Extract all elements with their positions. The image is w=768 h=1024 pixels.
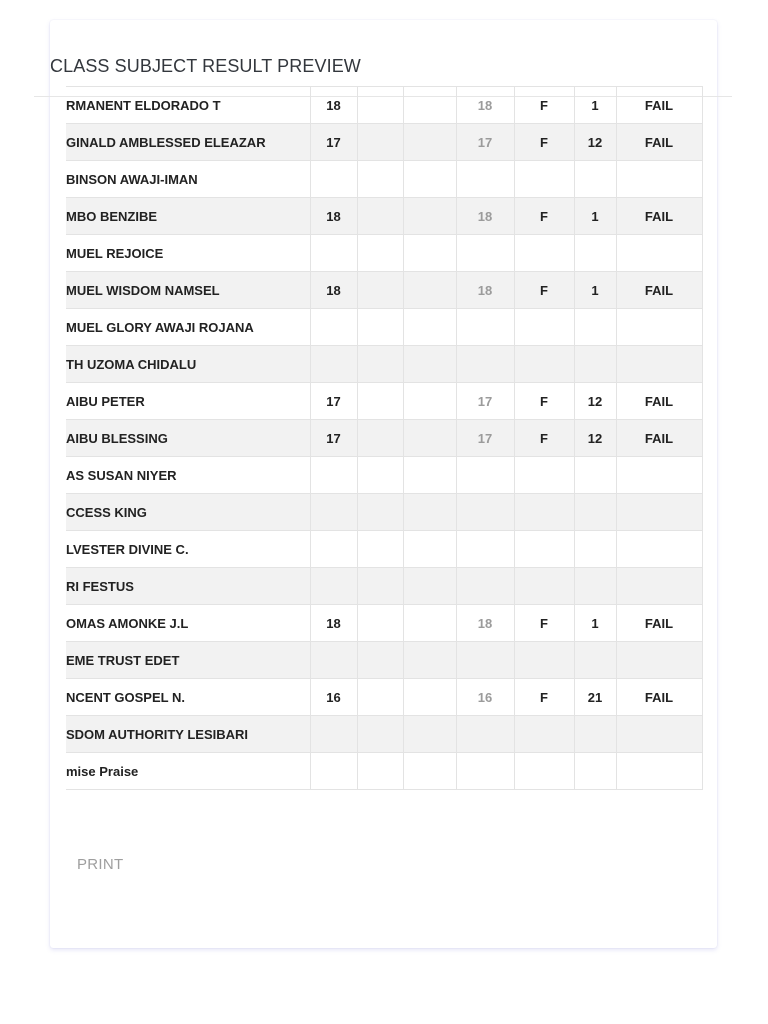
total-cell xyxy=(456,531,514,568)
position-cell: 1 xyxy=(574,198,616,235)
score-cell xyxy=(357,161,403,198)
position-cell xyxy=(574,235,616,272)
grade-cell: F xyxy=(514,605,574,642)
score-cell xyxy=(357,531,403,568)
remark-cell xyxy=(616,753,702,790)
grade-cell xyxy=(514,457,574,494)
student-name-cell xyxy=(66,457,310,494)
score-cell xyxy=(357,124,403,161)
score-cell xyxy=(310,161,357,198)
remark-cell: FAIL xyxy=(616,272,702,309)
score-cell xyxy=(310,494,357,531)
position-cell xyxy=(574,642,616,679)
student-name-cell xyxy=(66,605,310,642)
student-name-cell xyxy=(66,568,310,605)
total-cell: 18 xyxy=(456,198,514,235)
score-cell xyxy=(310,309,357,346)
score-cell: 18 xyxy=(310,272,357,309)
page-title: CLASS SUBJECT RESULT PREVIEW xyxy=(50,56,361,76)
total-cell xyxy=(456,309,514,346)
score-cell xyxy=(403,531,456,568)
remark-cell xyxy=(616,161,702,198)
student-name: MUEL REJOICE xyxy=(66,245,164,261)
table-row xyxy=(66,383,702,420)
score-cell xyxy=(310,568,357,605)
total-cell xyxy=(456,716,514,753)
remark-cell xyxy=(616,309,702,346)
total-cell xyxy=(456,753,514,790)
score-cell xyxy=(403,753,456,790)
student-name: AIBU PETER xyxy=(66,393,145,409)
student-name: MUEL GLORY AWAJI ROJANA xyxy=(66,319,254,335)
score-cell xyxy=(403,198,456,235)
table-row xyxy=(66,568,702,605)
student-name: RMANENT ELDORADO T xyxy=(66,97,221,113)
position-cell xyxy=(574,753,616,790)
score-cell xyxy=(403,309,456,346)
position-cell: 1 xyxy=(574,605,616,642)
position-cell xyxy=(574,716,616,753)
table-row xyxy=(66,679,702,716)
student-name: TH UZOMA CHIDALU xyxy=(66,356,197,372)
remark-cell: FAIL xyxy=(616,679,702,716)
table-row xyxy=(66,605,702,642)
score-cell: 17 xyxy=(310,383,357,420)
student-name: GINALD AMBLESSED ELEAZAR xyxy=(66,134,266,150)
total-cell xyxy=(456,161,514,198)
score-cell xyxy=(357,679,403,716)
total-cell xyxy=(456,457,514,494)
student-name: NCENT GOSPEL N. xyxy=(66,689,185,705)
score-cell xyxy=(357,716,403,753)
student-name-cell xyxy=(66,309,310,346)
position-cell xyxy=(574,309,616,346)
remark-cell xyxy=(616,457,702,494)
score-cell xyxy=(403,457,456,494)
student-name-cell xyxy=(66,642,310,679)
table-row xyxy=(66,272,702,309)
student-name-cell xyxy=(66,383,310,420)
grade-cell xyxy=(514,309,574,346)
score-cell xyxy=(357,568,403,605)
student-name-cell xyxy=(66,161,310,198)
student-name-cell xyxy=(66,346,310,383)
table-row xyxy=(66,87,702,124)
results-table-scroll-area[interactable] xyxy=(66,86,706,790)
position-cell: 1 xyxy=(574,272,616,309)
remark-cell xyxy=(616,716,702,753)
table-row xyxy=(66,457,702,494)
grade-cell xyxy=(514,716,574,753)
results-table xyxy=(66,86,703,790)
score-cell xyxy=(403,161,456,198)
grade-cell: F xyxy=(514,272,574,309)
remark-cell: FAIL xyxy=(616,87,702,124)
results-table-body xyxy=(66,87,702,790)
position-cell xyxy=(574,161,616,198)
score-cell xyxy=(403,642,456,679)
score-cell xyxy=(403,716,456,753)
score-cell xyxy=(403,124,456,161)
score-cell xyxy=(403,383,456,420)
table-row xyxy=(66,235,702,272)
student-name-cell xyxy=(66,124,310,161)
score-cell xyxy=(403,494,456,531)
total-cell: 17 xyxy=(456,420,514,457)
grade-cell xyxy=(514,161,574,198)
grade-cell: F xyxy=(514,383,574,420)
total-cell: 16 xyxy=(456,679,514,716)
score-cell xyxy=(310,642,357,679)
score-cell xyxy=(357,457,403,494)
student-name-cell xyxy=(66,494,310,531)
grade-cell xyxy=(514,531,574,568)
total-cell: 17 xyxy=(456,124,514,161)
position-cell xyxy=(574,457,616,494)
total-cell: 18 xyxy=(456,605,514,642)
score-cell xyxy=(357,642,403,679)
grade-cell xyxy=(514,642,574,679)
total-cell xyxy=(456,568,514,605)
student-name: AIBU BLESSING xyxy=(66,430,168,446)
grade-cell: F xyxy=(514,420,574,457)
table-row xyxy=(66,161,702,198)
score-cell xyxy=(403,272,456,309)
remark-cell: FAIL xyxy=(616,198,702,235)
score-cell xyxy=(403,605,456,642)
remark-cell: FAIL xyxy=(616,605,702,642)
student-name: CCESS KING xyxy=(66,504,147,520)
score-cell xyxy=(357,309,403,346)
total-cell xyxy=(456,642,514,679)
table-row xyxy=(66,642,702,679)
student-name-cell xyxy=(66,420,310,457)
student-name: EME TRUST EDET xyxy=(66,652,180,668)
student-name-cell xyxy=(66,87,310,124)
remark-cell xyxy=(616,346,702,383)
grade-cell xyxy=(514,346,574,383)
student-name-cell xyxy=(66,716,310,753)
score-cell xyxy=(403,346,456,383)
student-name: SDOM AUTHORITY LESIBARI xyxy=(66,726,249,742)
student-name: MUEL WISDOM NAMSEL xyxy=(66,282,220,298)
student-name: AS SUSAN NIYER xyxy=(66,467,177,483)
score-cell xyxy=(357,272,403,309)
score-cell xyxy=(310,457,357,494)
table-row xyxy=(66,753,702,790)
table-row xyxy=(66,198,702,235)
position-cell: 1 xyxy=(574,87,616,124)
grade-cell xyxy=(514,753,574,790)
score-cell xyxy=(403,679,456,716)
score-cell xyxy=(310,716,357,753)
score-cell xyxy=(357,87,403,124)
position-cell xyxy=(574,531,616,568)
table-row xyxy=(66,346,702,383)
student-name: RI FESTUS xyxy=(66,578,134,594)
position-cell xyxy=(574,494,616,531)
position-cell xyxy=(574,346,616,383)
table-row xyxy=(66,494,702,531)
score-cell xyxy=(357,383,403,420)
score-cell xyxy=(357,235,403,272)
student-name: BINSON AWAJI-IMAN xyxy=(66,171,198,187)
grade-cell xyxy=(514,235,574,272)
score-cell: 17 xyxy=(310,124,357,161)
score-cell: 17 xyxy=(310,420,357,457)
score-cell xyxy=(310,346,357,383)
score-cell xyxy=(403,420,456,457)
remark-cell xyxy=(616,531,702,568)
student-name-cell xyxy=(66,198,310,235)
grade-cell: F xyxy=(514,198,574,235)
grade-cell: F xyxy=(514,679,574,716)
score-cell: 18 xyxy=(310,87,357,124)
student-name-cell xyxy=(66,753,310,790)
score-cell xyxy=(310,235,357,272)
grade-cell: F xyxy=(514,124,574,161)
score-cell xyxy=(357,753,403,790)
student-name-cell xyxy=(66,272,310,309)
student-name: MBO BENZIBE xyxy=(66,208,157,224)
remark-cell xyxy=(616,494,702,531)
total-cell xyxy=(456,235,514,272)
total-cell xyxy=(456,494,514,531)
total-cell xyxy=(456,346,514,383)
table-row xyxy=(66,124,702,161)
total-cell: 18 xyxy=(456,272,514,309)
table-row xyxy=(66,420,702,457)
student-name-cell xyxy=(66,679,310,716)
position-cell xyxy=(574,568,616,605)
remark-cell xyxy=(616,642,702,679)
remark-cell: FAIL xyxy=(616,124,702,161)
position-cell: 12 xyxy=(574,383,616,420)
position-cell: 12 xyxy=(574,124,616,161)
score-cell: 18 xyxy=(310,198,357,235)
grade-cell: F xyxy=(514,87,574,124)
score-cell xyxy=(403,87,456,124)
total-cell: 17 xyxy=(456,383,514,420)
student-name: LVESTER DIVINE C. xyxy=(66,541,189,557)
grade-cell xyxy=(514,494,574,531)
position-cell: 21 xyxy=(574,679,616,716)
score-cell xyxy=(403,235,456,272)
student-name: mise Praise xyxy=(66,763,139,779)
student-name-cell xyxy=(66,531,310,568)
score-cell xyxy=(357,494,403,531)
score-cell xyxy=(357,605,403,642)
remark-cell xyxy=(616,568,702,605)
remark-cell: FAIL xyxy=(616,383,702,420)
score-cell xyxy=(357,420,403,457)
table-row xyxy=(66,716,702,753)
score-cell xyxy=(357,198,403,235)
student-name-cell xyxy=(66,235,310,272)
score-cell xyxy=(403,568,456,605)
grade-cell xyxy=(514,568,574,605)
score-cell xyxy=(357,346,403,383)
score-cell xyxy=(310,753,357,790)
score-cell: 16 xyxy=(310,679,357,716)
total-cell: 18 xyxy=(456,87,514,124)
print-button[interactable]: PRINT xyxy=(66,848,135,881)
remark-cell: FAIL xyxy=(616,420,702,457)
score-cell xyxy=(310,531,357,568)
position-cell: 12 xyxy=(574,420,616,457)
table-row xyxy=(66,531,702,568)
score-cell: 18 xyxy=(310,605,357,642)
student-name: OMAS AMONKE J.L xyxy=(66,615,189,631)
remark-cell xyxy=(616,235,702,272)
table-row xyxy=(66,309,702,346)
